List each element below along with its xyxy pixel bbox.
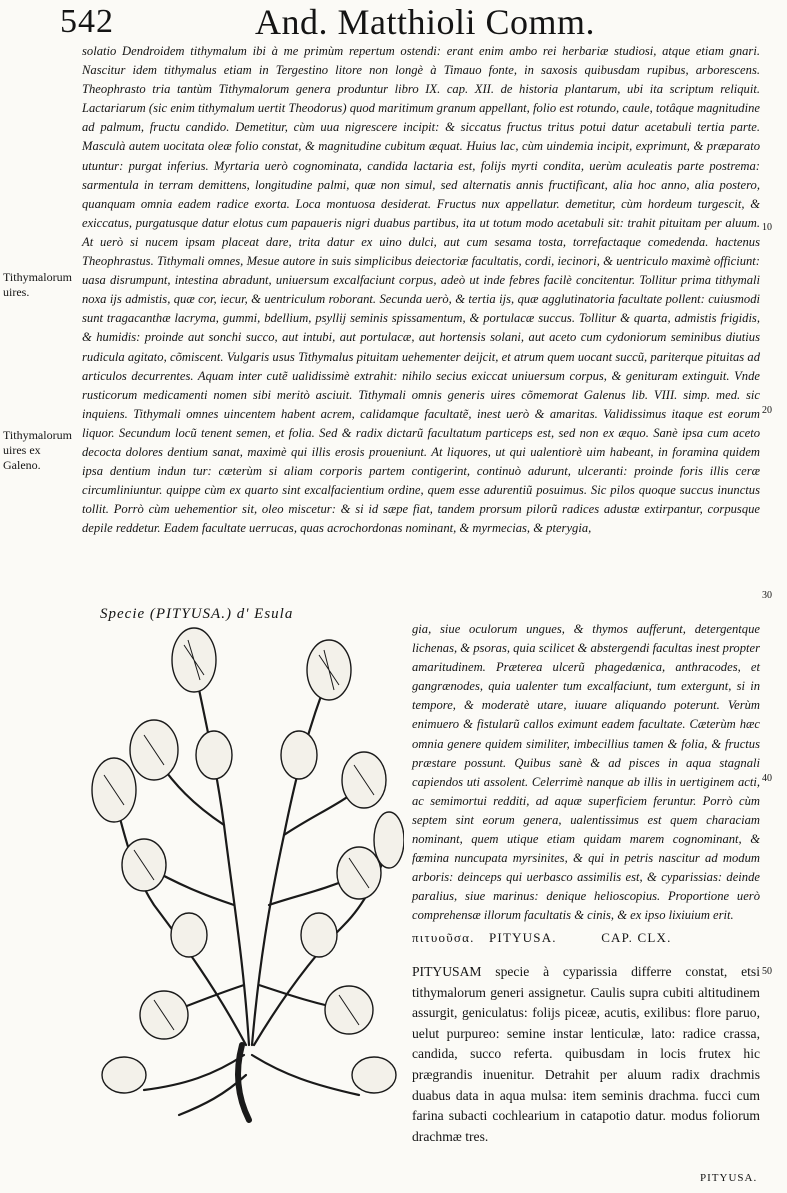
chapter-latin-name: PITYUSA. (488, 930, 557, 945)
line-number: 40 (762, 773, 772, 784)
upper-text-block (82, 42, 760, 538)
right-column-paragraph: gia, siue oculorum ungues, & thymos aufferunt, detergentque lichenas, & psoras, quia scilicet & abstergendi facultas inest propter amaritudinem. Præterea ulcerũ phagedænica, anthracodes, et gangrænodes, quia ualenter tum excalfaciunt, tum extergunt, si in tempore, & moderatè utare, iuuare aliquando poterunt. Verùm enimuero & fistularũ callos eximunt eadem facultate. Cæterùm hæc omnia genere quidem similiter, imbecillius tamen & folia, & fructus præstare possunt. Quibus sanè & ad pisces in aqua stagnali capiendos uti assolent. Celerrimè nanque ab illis in uertiginem acti, ac semimortui redditi, ad aquæ superficiem feruntur. Porrò cùm septem sint eorum genera, ualentissimus est quem characiam nominant, quem utique etiam quidam marem cognominant, & fœmina nuncupata myrsinites, & qui in petris nascitur ad modum arboris: deinceps qui uerbasco assimilis est, & cyparissias: deinde paralius, siue marinus: denique helioscopius. Proportione uerò comprehensæ illorum facultatis & cinis, & ex ipso lixiuium erit. (412, 622, 760, 923)
chapter-paragraph: PITYUSAM specie à cyparissia differre constat, etsi tithymalorum generi assignetur. Caulis supra cubiti altitudinem assurgit, geniculatus: folijs piceæ, acutis, exilibus: flore paruo, uelut purpureo: semine instar lenticulæ, lato: radice crassa, candida, succo referta. quibusdam in locis frutex hic prægrandis inuenitur. Detrahit per aluum radix drachmis duabus data in aqua mulsa: item seminis drachma. fucci cum farina subacti cochlearium in catapotio datur. modus foliorum drachmæ tres. (412, 964, 760, 1144)
chapter-heading (412, 930, 760, 946)
plant-woodcut-illustration (84, 605, 404, 1125)
chapter-body (412, 962, 760, 1147)
margin-note-uires: Tithymalorum uires. (3, 270, 72, 299)
margin-note-galeno: Tithymalorum uires ex Galeno. (3, 428, 72, 472)
chapter-number: CAP. CLX. (601, 930, 672, 945)
line-number: 50 (762, 966, 772, 977)
chapter-greek-name: πιτυοῦσα. (412, 930, 475, 945)
upper-paragraph: solatio Dendroidem tithymalum ibi à me primùm repertum ostendi: erant enim ambo rei herbariæ studiosi, atque etiam gnari. Nascitur idem tithymalus etiam in Tergestino litore non longè à Timauo fonte, in saxosis quibusdam rupibus, arborescens. Theophrasto tria tantùm Tithymalorum genera produntur libro IX. cap. XII. de historia plantarum, ubi ita scriptum reliquit. Lactariarum (sic enim tithymalum uertit Theodorus) quod maritimum granum appellant, folio est rotundo, caule, totâque magnitudine ad palmum, fructu candido. Demetitur, cùm uua nigrescere incipit: & siccatus fructus tritus potui datur acetabuli tertia parte. Masculà autem uocitata oleæ folio constat, & magnitudine cubitum æquat. Huius lac, cùm uindemia incipit, exprimunt, & præparato utuntur: purgat inferius. Myrtaria uerò cognominata, candida lactaria est, folijs myrti condita, uerùm aculeatis parte postrema: sarmentula in terram demittens, longitudine palmi, quæ non simul, sed alternatis annis fructificant, alia hoc anno, alia postero, quanquam omnia eadem radice exorta. Loca montuosa desiderat. Fructus nux appellatur. demetitur, cùm hordeum turgescit, & exiccatus, purgatusque datur elotus cum papaueris nigri duabus partibus, ita ut totum modo acetabuli sit: trahit pituitam per aluum. At uerò si nucem ipsam placeat dare, trita datur ex uino dulci, aut cum sesama tosta, torrefactaque comedenda. hactenus Theophrastus. Tithymali omnes, Mesue autore in suis simplicibus deiectoriæ facultatis, cordi, iecinori, & uentriculo maximè officiunt: uasa disrumpunt, intestina abradunt, uniuersum excalfaciunt corpus, adeò ut inde febres facilè concitentur. Tollitur prima tithymali noxa ijs admistis, quæ cor, iecur, & uentriculum roborant. Secunda uerò, & tertia ijs, quæ agglutinatoria facultate pollent: cuiusmodi sunt tragacanthæ lacryma, gummi, bdellium, psyllij seminis spissamentum, & portulacæ succus. Tollitur & quarta, admistis frigidis, & humidis: proinde aut sonchi succo, aut intubi, aut portulacæ, aut hortensis solani, aut aceto cum cydoniorum seminibus diutius rudicula agitato, cõmiscent. Vulgaris usus Tithymalus pituitam uehementer deijcit, et atrum quem uocant succũ, pariterque pituitas ad articulos decurrentes. Aquam inter cutẽ ualidissimè extrahit: nihilo secius exiccat uniuersum corpus, & genituram extinguit. Vnde rusticorum medicamenti nomen sibi meritò asciuit. Tithymali omnis generis uires cõmemorat Galenus lib. VIII. simp. med. sic inquiens. Tithymali omnes uincentem habent acrem, calidamque facultatẽ, inest uerò & amaritas. Validissimus itaque est eorum liquor. Secundum locũ tenent semen, et folia. Sed & radix dictarũ facultatum particeps est, sed non ex æquo. Sanè ipsa cum aceto decocta dolores dentium sanat, maximè qui illis erosis proueniunt. At liquores, ut qui ualentiorè uim habeant, in foramina quidem ipsa dentium indun tur: cæterùm si aliam corporis partem contigerint, continuò adurunt, ulceranti: proinde foris illis ceræ circumliniuntur. quippe cùm ex quarto sint excalfacientium ordine, quem esse adurentiũ posuimus. Sic pilos quoque succus inunctus tollit. Porrò cùm uehementior sit, oleo miscetur: & si id sæpe fiat, tandem prorsum pilorũ radices adustæ extirpantur, corpusque depile reddetur. Eadem facultate uerrucas, quas acrochordonas nominant, & myrmecias, & pterygia, (82, 44, 760, 536)
figure-label: Specie (PITYUSA.) d' Esula (100, 606, 294, 622)
line-number: 30 (762, 590, 772, 601)
catchword: PITYUSA. (700, 1172, 758, 1184)
line-number: 20 (762, 405, 772, 416)
line-number: 10 (762, 222, 772, 233)
page-number: 542 (60, 3, 114, 40)
page-header (60, 2, 760, 46)
right-column-text (412, 620, 760, 926)
running-title: And. Matthioli Comm. (255, 2, 596, 42)
